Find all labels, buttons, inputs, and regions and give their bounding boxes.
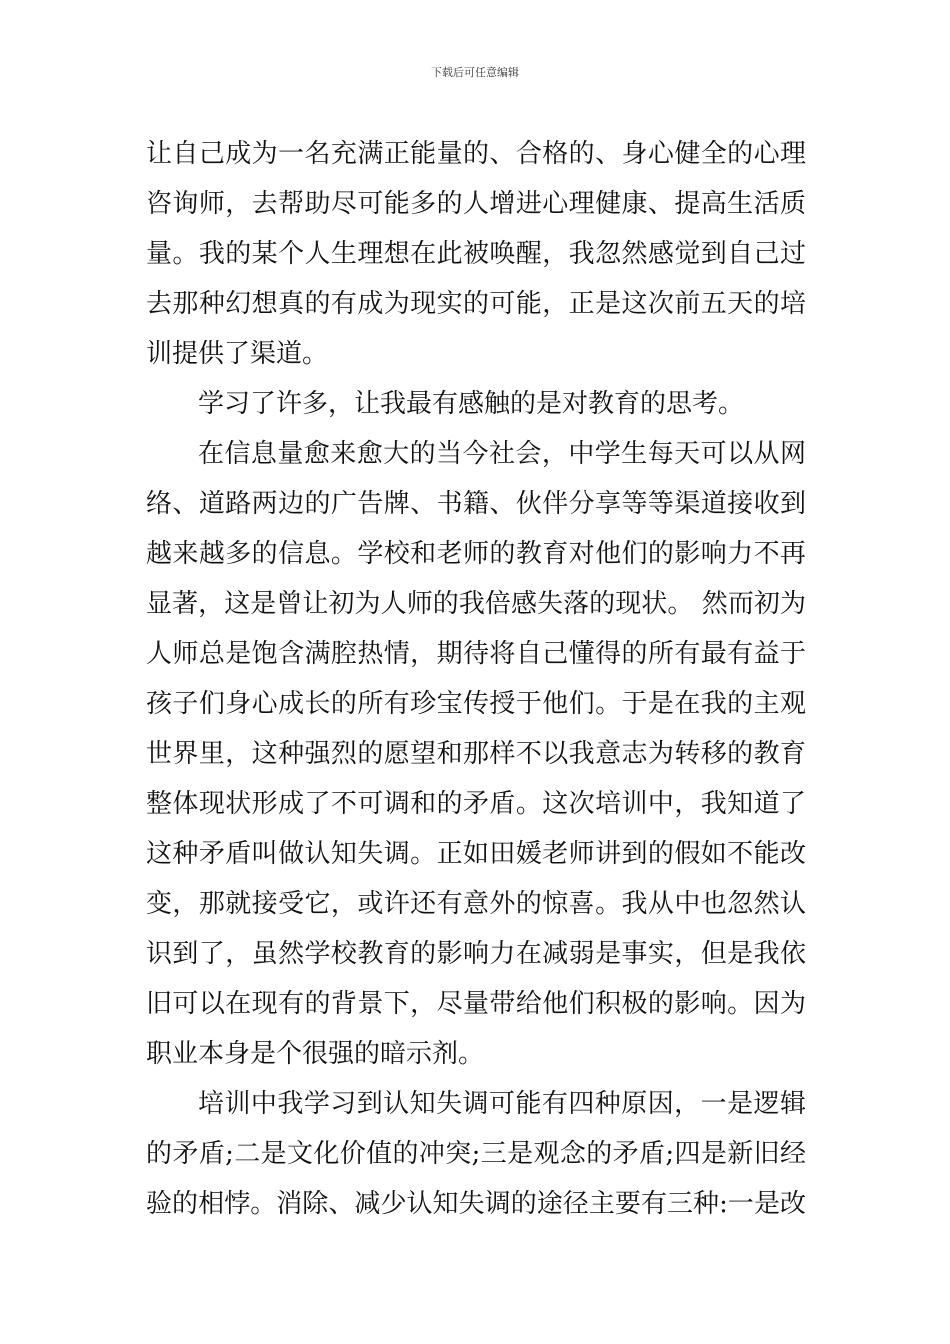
text-line: 在信息量愈来愈大的当今社会，中学生每天可以从网 (198, 439, 806, 469)
text-line: 这种矛盾叫做认知失调。正如田媛老师讲到的假如不能改 (146, 839, 806, 869)
text-line: 显著，这是曾让初为人师的我倍感失落的现状。 然而初为 (146, 589, 806, 619)
text-line: 培训中我学习到认知失调可能有四种原因，一是逻辑 (198, 1089, 806, 1119)
text-line: 变，那就接受它，或许还有意外的惊喜。我从中也忽然认 (146, 889, 806, 919)
page-header: 下载后可任意编辑 (431, 66, 519, 79)
text-line: 训提供了渠道。 (146, 339, 329, 369)
text-line: 人师总是饱含满腔热情，期待将自己懂得的所有最有益于 (146, 639, 806, 669)
text-line: 络、道路两边的广告牌、书籍、伙伴分享等等渠道接收到 (146, 489, 806, 519)
text-line: 越来越多的信息。学校和老师的教育对他们的影响力不再 (146, 539, 806, 569)
text-line: 学习了许多，让我最有感触的是对教育的思考。 (198, 389, 745, 419)
text-line: 整体现状形成了不可调和的矛盾。这次培训中，我知道了 (146, 789, 806, 819)
text-line: 的矛盾;二是文化价值的冲突;三是观念的矛盾;四是新旧经 (146, 1139, 806, 1169)
text-line: 咨询师，去帮助尽可能多的人增进心理健康、提高生活质 (146, 189, 806, 219)
text-line: 量。我的某个人生理想在此被唤醒，我忽然感觉到自己过 (146, 239, 806, 269)
text-line: 职业本身是个很强的暗示剂。 (146, 1039, 485, 1069)
text-line: 验的相悖。消除、减少认知失调的途径主要有三种:一是改 (146, 1189, 806, 1219)
document-body (146, 129, 806, 1229)
text-line: 识到了，虽然学校教育的影响力在减弱是事实，但是我依 (146, 939, 806, 969)
text-line: 去那种幻想真的有成为现实的可能，正是这次前五天的培 (146, 289, 806, 319)
text-line: 旧可以在现有的背景下，尽量带给他们积极的影响。因为 (146, 989, 806, 1019)
text-line: 孩子们身心成长的所有珍宝传授于他们。于是在我的主观 (146, 689, 806, 719)
text-line: 世界里，这种强烈的愿望和那样不以我意志为转移的教育 (146, 739, 806, 769)
text-line: 让自己成为一名充满正能量的、合格的、身心健全的心理 (146, 139, 806, 169)
